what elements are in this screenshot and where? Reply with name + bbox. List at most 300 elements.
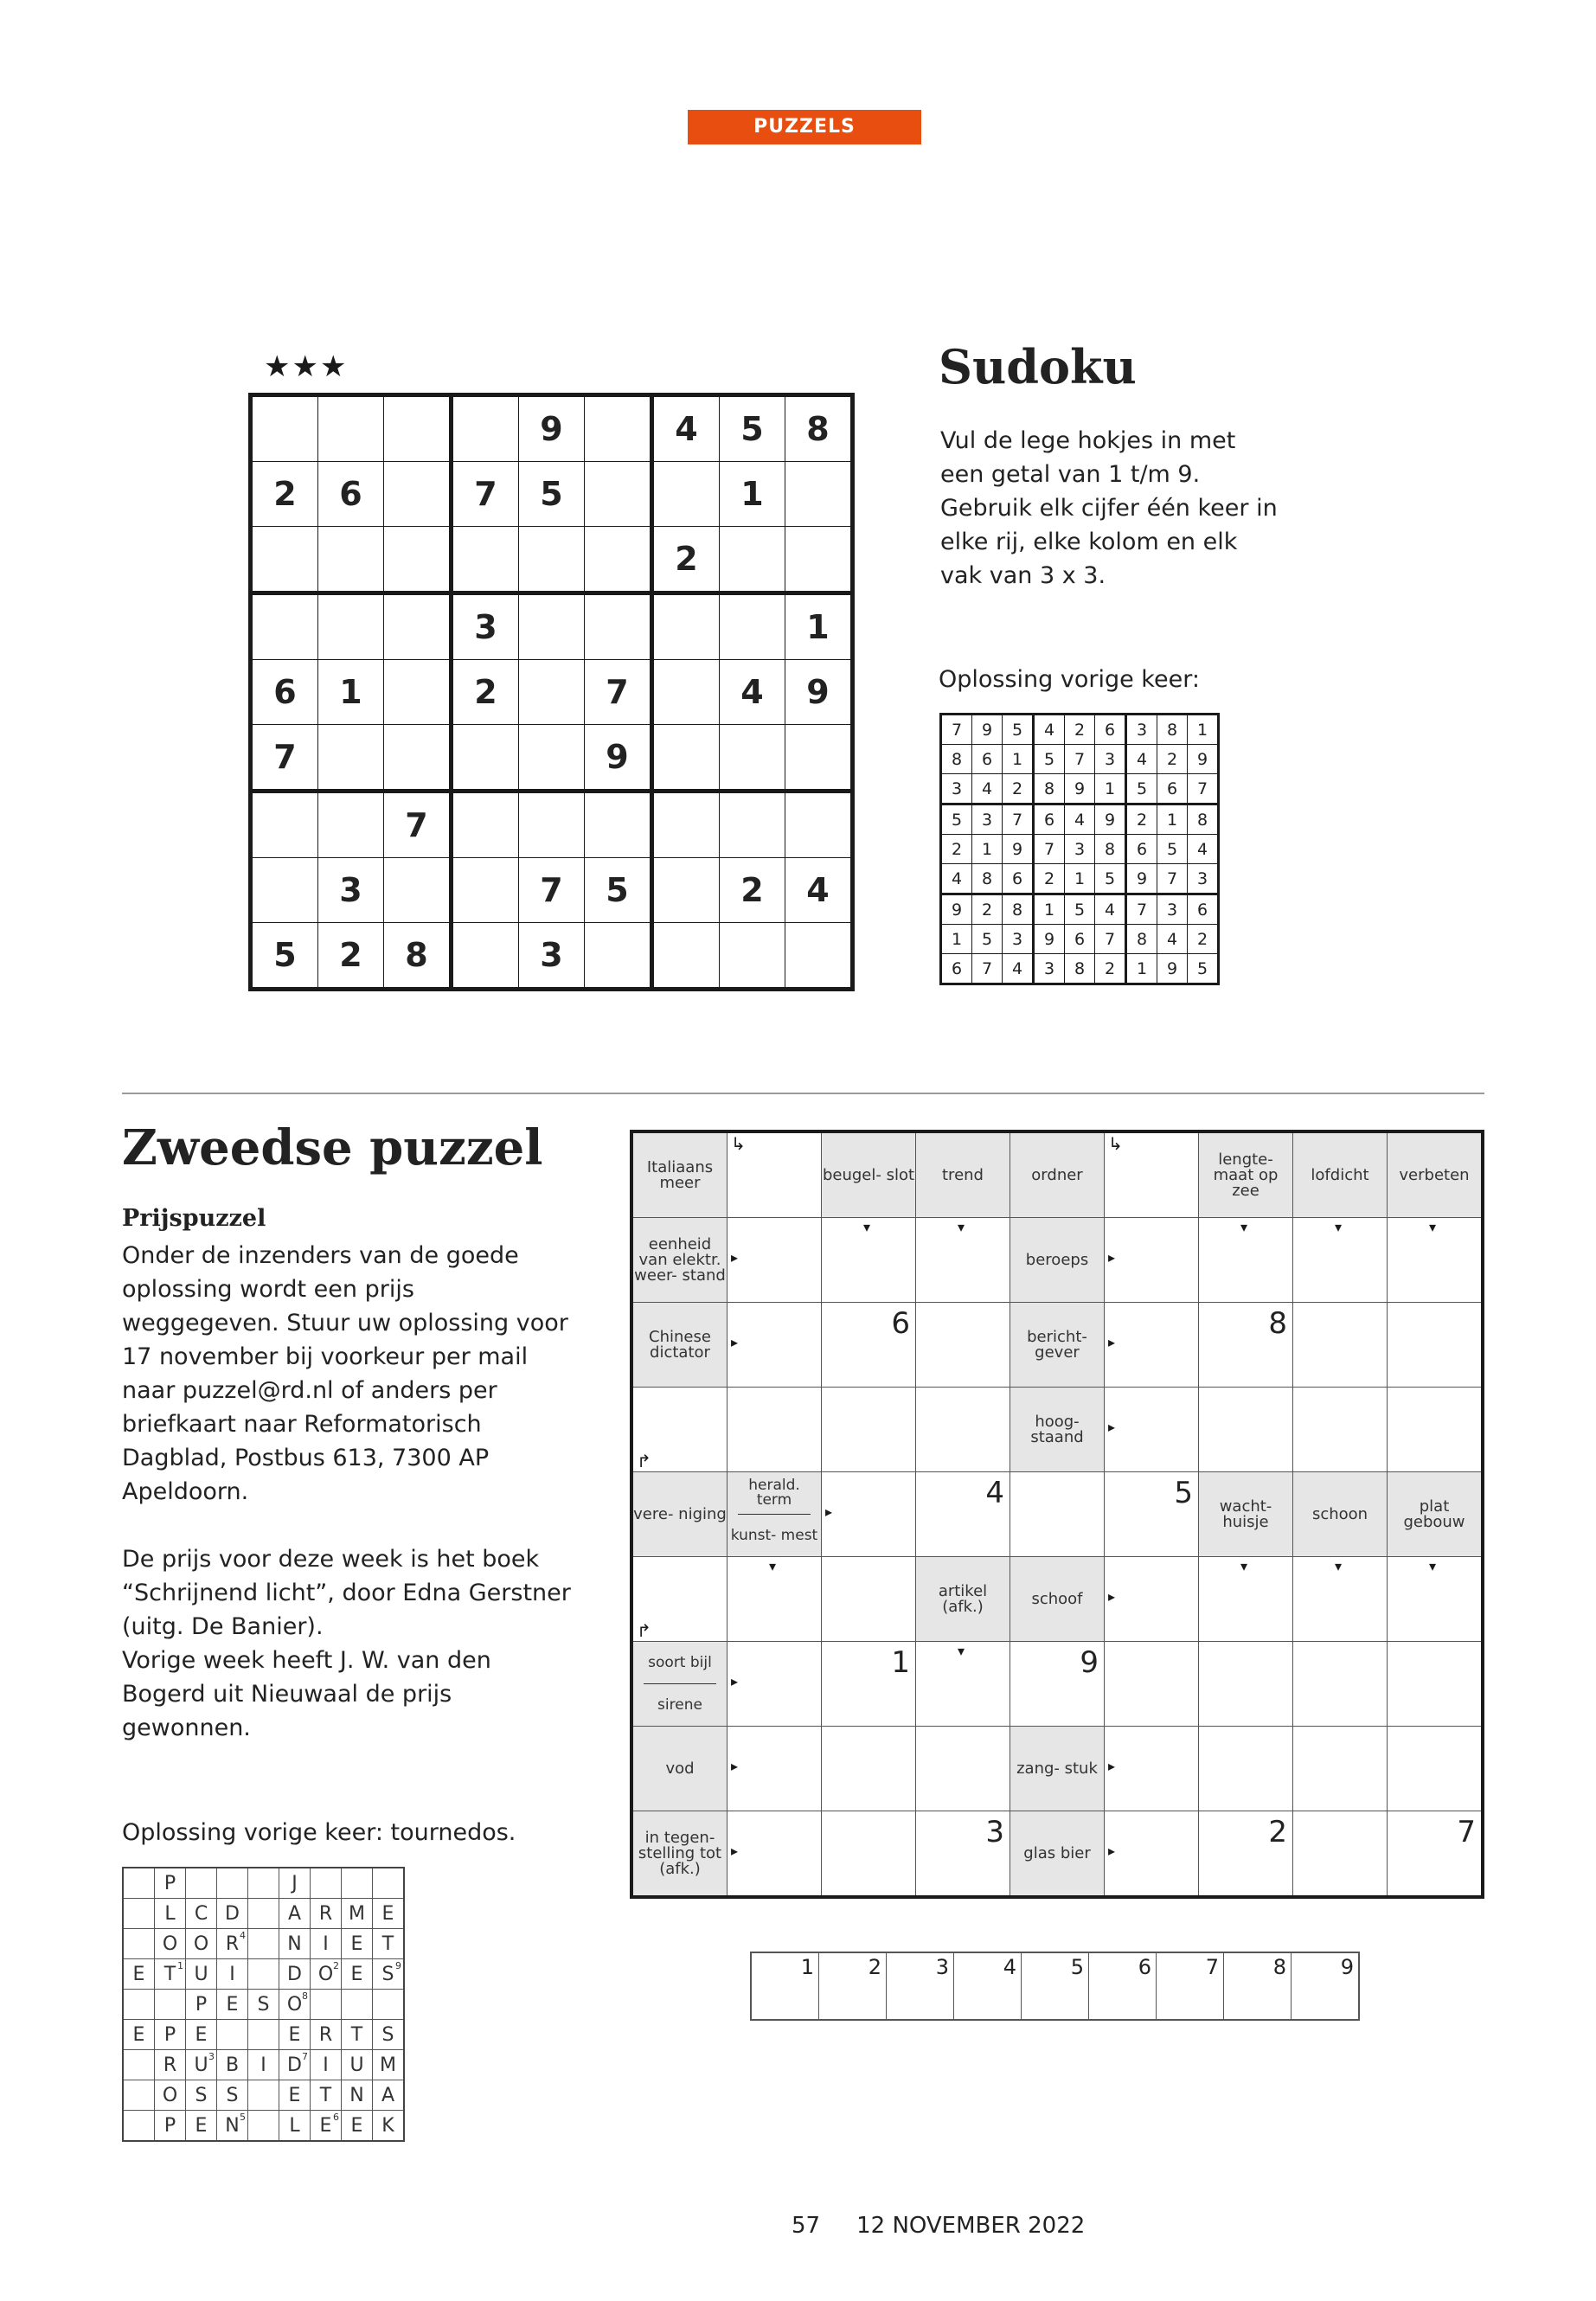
answer-cell[interactable]	[1388, 1557, 1484, 1642]
clue-cell-double	[631, 1642, 727, 1727]
sudoku-cell[interactable]	[452, 923, 519, 990]
answer-cell[interactable]	[1388, 1218, 1484, 1303]
answer-strip-cell[interactable]	[1157, 1952, 1224, 2020]
mini-cell: E	[342, 2111, 373, 2142]
answer-strip-cell[interactable]	[819, 1952, 887, 2020]
mini-cell: O 2	[311, 1959, 342, 1990]
sudoku-cell[interactable]	[384, 395, 452, 462]
mini-cell: E	[186, 2020, 217, 2050]
sudoku-cell[interactable]	[519, 527, 585, 593]
mini-cell: B	[217, 2050, 248, 2080]
arrow-right-icon: ▸	[1108, 1588, 1116, 1605]
clue-cell: Italiaans meer	[631, 1131, 727, 1218]
answer-cell[interactable]	[1010, 1472, 1105, 1557]
sudoku-cell[interactable]	[251, 527, 318, 593]
answer-cell[interactable]	[916, 1388, 1010, 1472]
sudoku-cell: 3	[452, 593, 519, 660]
answer-cell[interactable]	[1199, 1642, 1293, 1727]
answer-cell[interactable]	[727, 1218, 822, 1303]
sudoku-cell[interactable]	[452, 725, 519, 792]
divider	[122, 1093, 1484, 1094]
solution-cell: 9	[972, 715, 1003, 745]
answer-cell[interactable]	[1199, 1811, 1293, 1898]
answer-cell[interactable]	[822, 1557, 916, 1642]
sudoku-cell: 5	[519, 462, 585, 527]
answer-cell[interactable]	[822, 1218, 916, 1303]
solution-cell: 8	[1157, 715, 1188, 745]
sudoku-cell[interactable]	[720, 725, 785, 792]
cell-number: 5	[240, 2112, 246, 2123]
solution-cell: 9	[1126, 864, 1157, 894]
answer-cell[interactable]	[822, 1472, 916, 1557]
answer-cell[interactable]	[1199, 1218, 1293, 1303]
cell-number: 3	[935, 1955, 949, 1979]
mini-cell: D	[279, 1959, 311, 1990]
solution-cell: 7	[941, 715, 972, 745]
solution-cell: 2	[1034, 864, 1065, 894]
cell-number: 8	[1272, 1955, 1286, 1979]
mini-cell: C	[186, 1899, 217, 1929]
sudoku-cell: 2	[652, 527, 720, 593]
cell-number: 1	[891, 1645, 910, 1680]
answer-strip[interactable]	[750, 1952, 1360, 2021]
sudoku-cell[interactable]	[384, 858, 452, 923]
clue-cell: schoon	[1293, 1472, 1388, 1557]
answer-cell[interactable]	[1105, 1557, 1199, 1642]
mini-cell	[248, 2020, 279, 2050]
mini-cell: O	[155, 1929, 186, 1959]
sudoku-cell[interactable]	[720, 593, 785, 660]
mini-cell: P	[155, 2020, 186, 2050]
answer-cell[interactable]	[727, 1388, 822, 1472]
clue-cell: beugel- slot	[822, 1131, 916, 1218]
mini-cell: E	[186, 2111, 217, 2142]
solution-cell: 8	[972, 864, 1003, 894]
solution-cell: 2	[972, 894, 1003, 925]
arrow-bend-right-icon: ↱	[637, 1620, 651, 1641]
sudoku-cell[interactable]	[720, 792, 785, 858]
mini-cell: E	[279, 2080, 311, 2111]
answer-cell[interactable]	[822, 1811, 916, 1898]
sudoku-cell[interactable]	[519, 660, 585, 725]
mini-cell	[373, 1990, 405, 2020]
mini-cell: J	[279, 1868, 311, 1899]
sudoku-row	[941, 745, 1219, 774]
mini-cell: E	[342, 1929, 373, 1959]
sudoku-row	[941, 925, 1219, 954]
sudoku-cell[interactable]	[251, 792, 318, 858]
solution-cell: 1	[1034, 894, 1065, 925]
zweedse-title: Zweedse puzzel	[122, 1119, 543, 1176]
answer-strip-cell[interactable]	[1224, 1952, 1292, 2020]
sudoku-cell[interactable]	[318, 593, 384, 660]
arrow-down-icon: ▾	[1335, 1558, 1343, 1574]
previous-solution-label: Oplossing vorige keer: tournedos.	[122, 1819, 516, 1846]
solution-cell: 1	[1003, 745, 1034, 774]
answer-cell[interactable]	[916, 1218, 1010, 1303]
solution-cell: 2	[941, 835, 972, 864]
sudoku-cell[interactable]	[251, 858, 318, 923]
solution-cell: 7	[1157, 864, 1188, 894]
sudoku-cell[interactable]	[452, 395, 519, 462]
sudoku-cell[interactable]	[384, 527, 452, 593]
mini-cell: A	[279, 1899, 311, 1929]
solution-cell: 6	[972, 745, 1003, 774]
cell-number: 3	[985, 1815, 1004, 1849]
solution-cell: 2	[1095, 954, 1126, 984]
sudoku-cell[interactable]	[452, 527, 519, 593]
sudoku-cell: 7	[384, 792, 452, 858]
cell-number: 4	[1003, 1955, 1016, 1979]
answer-cell[interactable]	[1388, 1388, 1484, 1472]
arrow-down-icon: ▾	[1429, 1558, 1437, 1574]
sudoku-cell[interactable]	[652, 792, 720, 858]
mini-cell	[155, 1990, 186, 2020]
arrow-down-icon: ▾	[769, 1558, 777, 1574]
solution-cell: 4	[1157, 925, 1188, 954]
solution-cell: 5	[1065, 894, 1095, 925]
solution-cell: 7	[1034, 835, 1065, 864]
sudoku-row	[251, 395, 853, 462]
sudoku-cell: 2	[452, 660, 519, 725]
mini-cell: E 6	[311, 2111, 342, 2142]
sudoku-row	[941, 835, 1219, 864]
cell-number: 9	[1340, 1955, 1354, 1979]
mini-cell: O	[155, 2080, 186, 2111]
sudoku-cell: 5	[585, 858, 652, 923]
answer-cell[interactable]	[1293, 1557, 1388, 1642]
clue-cell: bericht- gever	[1010, 1303, 1105, 1388]
sudoku-cell[interactable]	[585, 462, 652, 527]
prize-heading: Prijspuzzel	[122, 1205, 266, 1232]
answer-strip-row	[751, 1952, 1359, 2020]
answer-cell[interactable]	[916, 1303, 1010, 1388]
answer-cell[interactable]	[916, 1642, 1010, 1727]
solution-cell: 3	[1095, 745, 1126, 774]
mini-cell	[248, 2111, 279, 2142]
mini-row	[123, 2050, 404, 2080]
sudoku-cell[interactable]	[384, 725, 452, 792]
answer-cell[interactable]	[727, 1557, 822, 1642]
solution-cell: 1	[941, 925, 972, 954]
answer-cell[interactable]	[631, 1388, 727, 1472]
mini-cell: L	[279, 2111, 311, 2142]
arrow-right-icon: ▸	[1108, 1419, 1116, 1435]
solution-cell: 6	[1003, 864, 1034, 894]
sudoku-row	[251, 660, 853, 725]
answer-cell[interactable]	[1105, 1218, 1199, 1303]
mini-cell: R 4	[217, 1929, 248, 1959]
mini-cell: R	[311, 1899, 342, 1929]
solution-cell: 8	[1126, 925, 1157, 954]
mini-cell: O	[186, 1929, 217, 1959]
answer-cell[interactable]	[1293, 1811, 1388, 1898]
answer-cell[interactable]	[1105, 1642, 1199, 1727]
sudoku-previous-solution	[939, 713, 1220, 985]
sudoku-row	[251, 792, 853, 858]
sudoku-cell[interactable]	[318, 725, 384, 792]
sudoku-cell: 8	[384, 923, 452, 990]
solution-cell: 6	[1188, 894, 1219, 925]
sudoku-cell: 7	[585, 660, 652, 725]
mini-cell	[248, 1868, 279, 1899]
answer-cell[interactable]	[822, 1642, 916, 1727]
sudoku-cell[interactable]	[585, 593, 652, 660]
answer-cell[interactable]	[1388, 1727, 1484, 1811]
answer-strip-cell[interactable]	[1022, 1952, 1089, 2020]
answer-cell[interactable]	[916, 1472, 1010, 1557]
answer-cell[interactable]	[727, 1811, 822, 1898]
mini-cell: U	[342, 2050, 373, 2080]
sudoku-cell[interactable]	[251, 593, 318, 660]
arrow-down-icon: ▾	[1429, 1219, 1437, 1235]
clue-cell-double	[727, 1472, 822, 1557]
sudoku-cell[interactable]	[652, 593, 720, 660]
mini-cell: E	[279, 2020, 311, 2050]
clue-cell: schoof	[1010, 1557, 1105, 1642]
mini-cell	[248, 1959, 279, 1990]
mini-cell: N	[342, 2080, 373, 2111]
answer-cell[interactable]	[727, 1131, 822, 1218]
sudoku-cell[interactable]	[384, 593, 452, 660]
answer-strip-cell[interactable]	[751, 1952, 819, 2020]
clue-cell: artikel (afk.)	[916, 1557, 1010, 1642]
answer-cell[interactable]	[1199, 1557, 1293, 1642]
mini-cell	[311, 1868, 342, 1899]
solution-cell: 3	[1126, 715, 1157, 745]
sudoku-cell: 2	[720, 858, 785, 923]
clue-cell: ordner	[1010, 1131, 1105, 1218]
arrow-down-icon: ▾	[1335, 1219, 1343, 1235]
solution-cell: 3	[1157, 894, 1188, 925]
mini-cell: U 3	[186, 2050, 217, 2080]
sudoku-cell[interactable]	[519, 593, 585, 660]
cell-number: 2	[1268, 1815, 1287, 1849]
sudoku-cell[interactable]	[785, 527, 853, 593]
mini-cell	[248, 1929, 279, 1959]
sudoku-cell[interactable]	[452, 792, 519, 858]
solution-cell: 8	[1065, 954, 1095, 984]
sudoku-cell[interactable]	[785, 462, 853, 527]
mini-cell: U	[186, 1959, 217, 1990]
clue-cell: eenheid van elektr. weer- stand	[631, 1218, 727, 1303]
solution-cell: 3	[972, 804, 1003, 835]
solution-cell: 1	[1126, 954, 1157, 984]
answer-cell[interactable]	[822, 1303, 916, 1388]
solution-cell: 3	[1003, 925, 1034, 954]
clue-cell: verbeten	[1388, 1131, 1484, 1218]
sudoku-cell[interactable]	[384, 660, 452, 725]
answer-cell[interactable]	[1105, 1131, 1199, 1218]
arrow-right-icon: ▸	[731, 1673, 739, 1689]
sudoku-cell: 1	[785, 593, 853, 660]
sudoku-instructions: Vul de lege hokjes in met een getal van 1 t/m 9. Gebruik elk cijfer één keer in elke rij, elke kolom en elk vak van 3 x 3.	[940, 427, 1278, 589]
answer-cell[interactable]	[727, 1727, 822, 1811]
solution-cell: 4	[1034, 715, 1065, 745]
mini-cell: R	[311, 2020, 342, 2050]
mini-cell: S	[248, 1990, 279, 2020]
answer-cell[interactable]	[1105, 1388, 1199, 1472]
answer-strip-cell[interactable]	[954, 1952, 1022, 2020]
grid-row	[631, 1303, 1483, 1388]
zweedse-grid[interactable]	[630, 1130, 1484, 1899]
solution-cell: 4	[1095, 894, 1126, 925]
sudoku-cell[interactable]	[318, 395, 384, 462]
mini-cell: N	[279, 1929, 311, 1959]
sudoku-cell: 2	[251, 462, 318, 527]
mini-cell: I	[217, 1959, 248, 1990]
cell-number: 7	[1205, 1955, 1219, 1979]
prize-paragraph: Vorige week heeft J. W. van den Bogerd uit Nieuwaal de prijs gewonnen.	[122, 1647, 491, 1741]
clue-cell: hoog- staand	[1010, 1388, 1105, 1472]
answer-cell[interactable]	[1293, 1388, 1388, 1472]
arrow-right-icon: ▸	[1108, 1758, 1116, 1774]
answer-cell[interactable]	[1105, 1727, 1199, 1811]
sudoku-cell[interactable]	[585, 792, 652, 858]
sudoku-cell[interactable]	[318, 527, 384, 593]
answer-cell[interactable]	[1293, 1218, 1388, 1303]
answer-cell[interactable]	[1105, 1472, 1199, 1557]
clue-text: sirene	[657, 1695, 702, 1714]
answer-cell[interactable]	[631, 1557, 727, 1642]
answer-cell[interactable]	[822, 1388, 916, 1472]
sudoku-cell[interactable]	[720, 527, 785, 593]
sudoku-cell[interactable]	[251, 395, 318, 462]
solution-cell: 7	[1003, 804, 1034, 835]
answer-cell[interactable]	[916, 1727, 1010, 1811]
mini-cell: S 9	[373, 1959, 405, 1990]
sudoku-cell[interactable]	[785, 792, 853, 858]
mini-row	[123, 1899, 404, 1929]
answer-cell[interactable]	[1199, 1303, 1293, 1388]
sudoku-row	[251, 527, 853, 593]
sudoku-cell[interactable]	[720, 923, 785, 990]
sudoku-cell[interactable]	[384, 462, 452, 527]
issue-date: 12 NOVEMBER 2022	[856, 2213, 1086, 2239]
answer-cell[interactable]	[1388, 1811, 1484, 1898]
solution-cell: 9	[1065, 774, 1095, 804]
sudoku-cell[interactable]	[585, 923, 652, 990]
cell-number: 7	[1457, 1815, 1476, 1849]
solution-cell: 2	[1157, 745, 1188, 774]
mini-cell: E	[342, 1959, 373, 1990]
arrow-right-icon: ▸	[1108, 1249, 1116, 1266]
answer-cell[interactable]	[1388, 1303, 1484, 1388]
page-footer	[792, 2213, 1085, 2239]
sudoku-grid[interactable]	[248, 393, 855, 991]
answer-cell[interactable]	[1010, 1642, 1105, 1727]
sudoku-cell[interactable]	[785, 725, 853, 792]
mini-cell	[123, 2050, 155, 2080]
mini-row	[123, 1959, 404, 1990]
clue-cell: glas bier	[1010, 1811, 1105, 1898]
sudoku-cell: 2	[318, 923, 384, 990]
sudoku-cell: 6	[251, 660, 318, 725]
sudoku-cell[interactable]	[452, 858, 519, 923]
solution-cell: 3	[941, 774, 972, 804]
clue-cell: lofdicht	[1293, 1131, 1388, 1218]
sudoku-cell[interactable]	[652, 660, 720, 725]
mini-cell: M	[342, 1899, 373, 1929]
prize-paragraph: Onder de inzenders van de goede oplossing wordt een prijs weggegeven. Stuur uw oplossing voor 17 november bij voorkeur per mail naar puzzel@rd.nl of anders per briefkaart naar Reformatorisch Dagblad, Postbus 613, 7300 AP Apeldoorn.	[122, 1242, 568, 1505]
mini-cell: P	[155, 2111, 186, 2142]
mini-cell: T	[342, 2020, 373, 2050]
answer-cell[interactable]	[916, 1811, 1010, 1898]
arrow-down-icon: ▾	[958, 1643, 965, 1659]
sudoku-cell[interactable]	[585, 395, 652, 462]
answer-cell[interactable]	[1293, 1727, 1388, 1811]
sudoku-cell[interactable]	[652, 923, 720, 990]
answer-cell[interactable]	[1105, 1811, 1199, 1898]
sudoku-cell[interactable]	[652, 858, 720, 923]
sudoku-cell[interactable]	[519, 725, 585, 792]
grid-row	[631, 1218, 1483, 1303]
arrow-right-icon: ▸	[825, 1503, 833, 1520]
answer-cell[interactable]	[1199, 1727, 1293, 1811]
clue-cell: in tegen- stelling tot (afk.)	[631, 1811, 727, 1898]
solution-cell: 5	[1034, 745, 1065, 774]
arrow-bend-down-icon: ↳	[731, 1133, 746, 1154]
sudoku-cell: 7	[251, 725, 318, 792]
sudoku-cell[interactable]	[652, 462, 720, 527]
arrow-bend-right-icon: ↱	[637, 1451, 651, 1471]
sudoku-cell[interactable]	[318, 792, 384, 858]
solution-cell: 4	[941, 864, 972, 894]
answer-strip-cell[interactable]	[1292, 1952, 1360, 2020]
sudoku-cell[interactable]	[652, 725, 720, 792]
mini-cell	[186, 1868, 217, 1899]
answer-cell[interactable]	[727, 1642, 822, 1727]
mini-cell: N 5	[217, 2111, 248, 2142]
mini-row	[123, 2020, 404, 2050]
answer-cell[interactable]	[1388, 1642, 1484, 1727]
solution-cell: 8	[1095, 835, 1126, 864]
sudoku-cell[interactable]	[585, 527, 652, 593]
answer-cell[interactable]	[727, 1303, 822, 1388]
grid-row	[631, 1131, 1483, 1218]
answer-strip-cell[interactable]	[1089, 1952, 1157, 2020]
mini-cell: R	[155, 2050, 186, 2080]
cell-number: 1	[800, 1955, 814, 1979]
sudoku-row	[941, 894, 1219, 925]
sudoku-row	[941, 804, 1219, 835]
sudoku-row	[941, 715, 1219, 745]
cell-number: 2	[868, 1955, 881, 1979]
answer-cell[interactable]	[1105, 1303, 1199, 1388]
solution-cell: 1	[1095, 774, 1126, 804]
arrow-right-icon: ▸	[731, 1843, 739, 1859]
clue-cell: plat gebouw	[1388, 1472, 1484, 1557]
grid-row	[631, 1727, 1483, 1811]
mini-cell: I	[311, 2050, 342, 2080]
sudoku-row	[251, 462, 853, 527]
sudoku-row	[941, 864, 1219, 894]
answer-cell[interactable]	[1199, 1388, 1293, 1472]
solution-cell: 5	[1188, 954, 1219, 984]
sudoku-cell[interactable]	[785, 923, 853, 990]
sudoku-cell[interactable]	[519, 792, 585, 858]
answer-cell[interactable]	[822, 1727, 916, 1811]
clue-cell: zang- stuk	[1010, 1727, 1105, 1811]
solution-cell: 8	[1003, 894, 1034, 925]
solution-cell: 9	[1003, 835, 1034, 864]
answer-strip-cell[interactable]	[887, 1952, 954, 2020]
answer-cell[interactable]	[1293, 1303, 1388, 1388]
answer-cell[interactable]	[1293, 1642, 1388, 1727]
mini-row	[123, 1929, 404, 1959]
cell-number: 4	[985, 1476, 1004, 1510]
solution-cell: 4	[1065, 804, 1095, 835]
